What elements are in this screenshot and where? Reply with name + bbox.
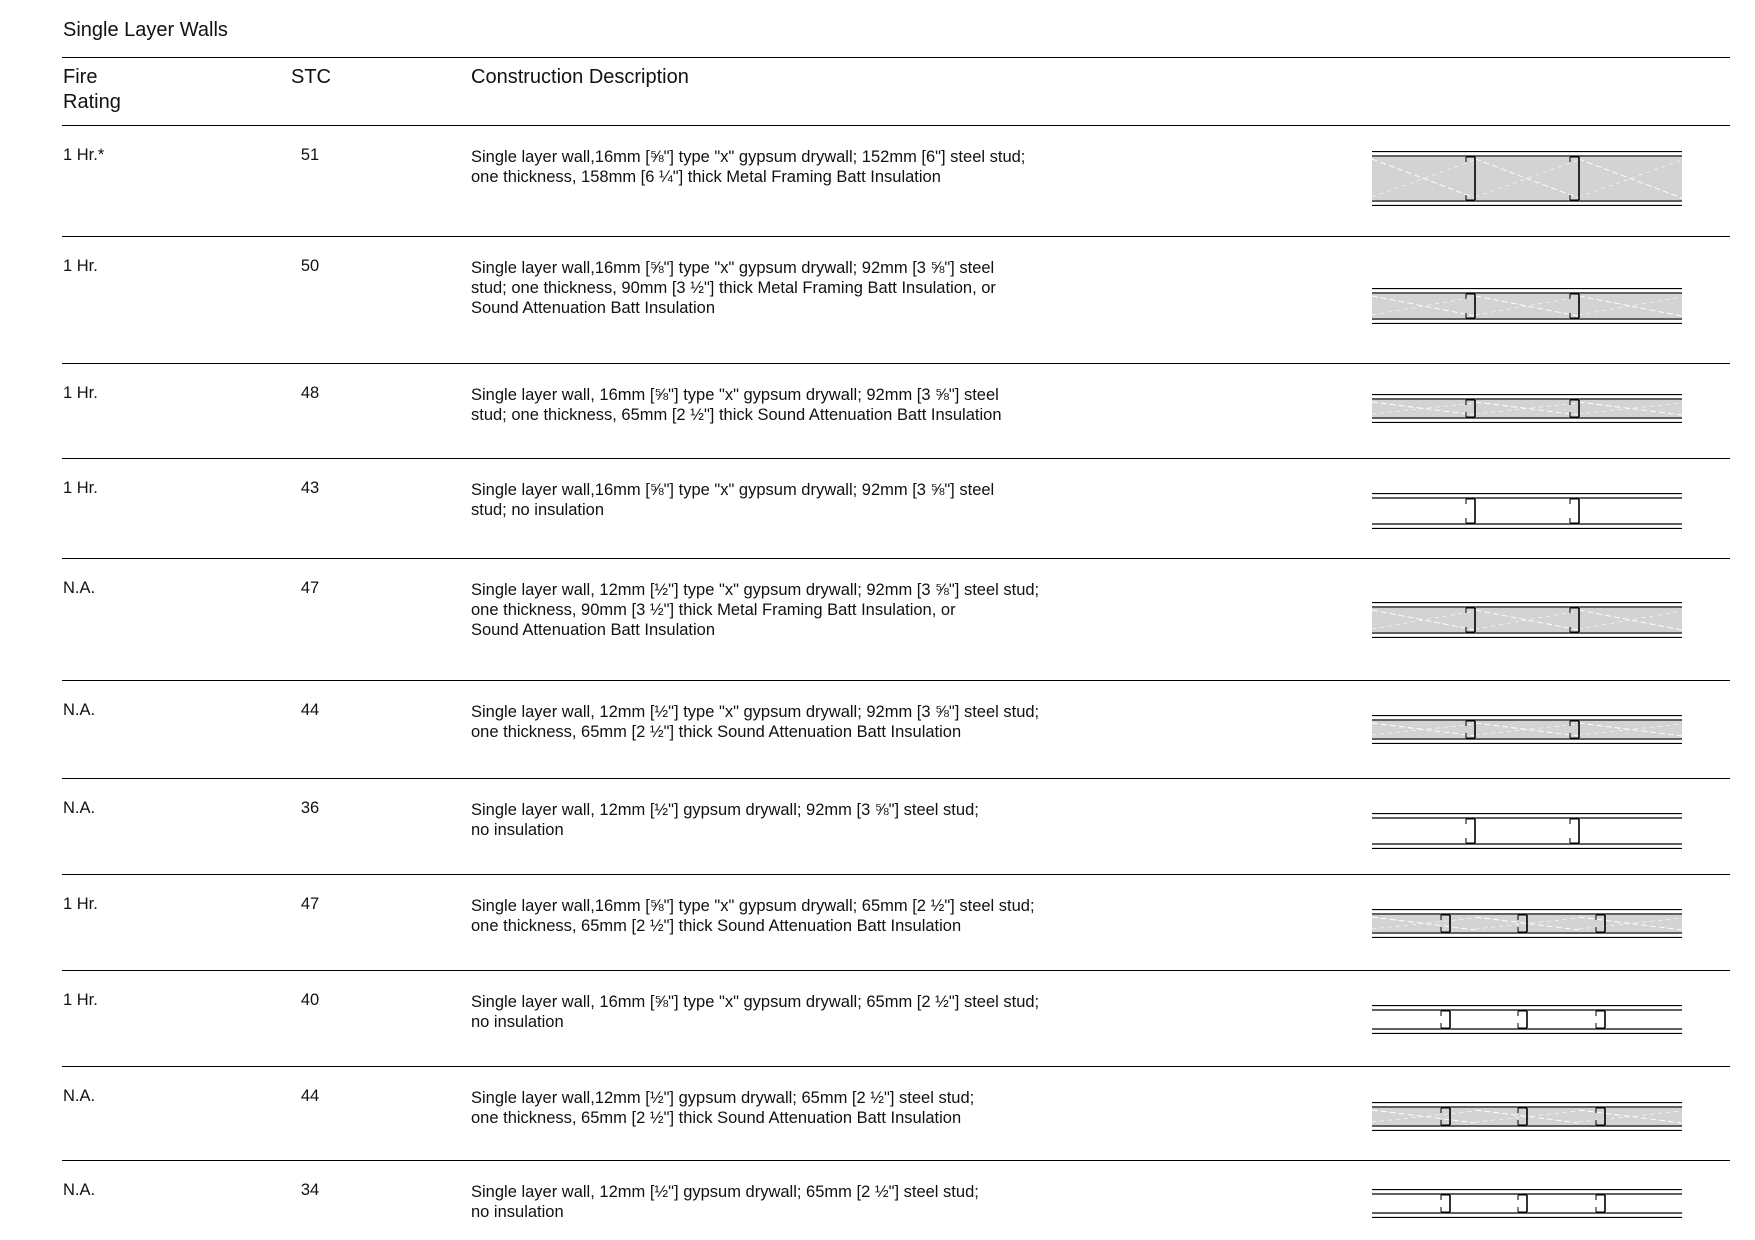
wall-section-diagram [1372,813,1682,849]
wall-section-cell [1372,715,1682,744]
wall-section-cell [1372,1005,1682,1034]
fire-rating-header-line1: Fire [63,66,98,88]
header-top-rule [62,57,1730,58]
fire-rating-cell: N.A. [63,1181,96,1199]
construction-description-cell: Single layer wall,16mm [⅝"] type "x" gypsum drywall; 65mm [2 ½"] steel stud; one thickness, 65mm [2 ½"] thick Sound Attenuation Batt Insulation [471,897,1035,935]
fire-rating-cell: N.A. [63,799,96,817]
insulation-fill [1372,294,1682,318]
construction-description-cell: Single layer wall,16mm [⅝"] type "x" gypsum drywall; 92mm [3 ⅝"] steel stud; no insulation [471,481,995,519]
fire-rating-cell: N.A. [63,701,96,719]
stc-cell: 50 [300,257,320,275]
stc-header: STC [291,66,331,88]
construction-description-cell: Single layer wall, 12mm [½"] gypsum drywall; 65mm [2 ½"] steel stud; no insulation [471,1183,979,1221]
fire-rating-cell: 1 Hr. [63,479,98,497]
wall-section-diagram [1372,602,1682,638]
stc-cell: 44 [300,701,320,719]
wall-section-diagram [1372,288,1682,324]
construction-description-cell: Single layer wall,16mm [⅝"] type "x" gypsum drywall; 92mm [3 ⅝"] steel stud; one thickness, 90mm [3 ½"] thick Metal Framing Batt Insulation, or Sound Attenuation Batt Insulation [471,259,996,317]
steel-stud [1570,819,1579,843]
construction-description-cell: Single layer wall, 12mm [½"] type "x" gypsum drywall; 92mm [3 ⅝"] steel stud; one thickness, 65mm [2 ½"] thick Sound Attenuation Batt Insulation [471,703,1040,741]
steel-stud [1441,1011,1450,1028]
fire-rating-cell: 1 Hr. [63,257,98,275]
stc-cell: 47 [300,579,320,597]
table-row [0,1161,1755,1221]
wall-section-cell [1372,394,1682,423]
stc-cell: 44 [300,1087,320,1105]
construction-description-cell: Single layer wall, 16mm [⅝"] type "x" gypsum drywall; 92mm [3 ⅝"] steel stud; one thickness, 65mm [2 ½"] thick Sound Attenuation Batt Insulation [471,386,1002,424]
construction-description-cell: Single layer wall, 12mm [½"] gypsum drywall; 92mm [3 ⅝"] steel stud; no insulation [471,801,979,839]
wall-section-diagram [1372,493,1682,529]
steel-stud [1570,499,1579,523]
wall-section-diagram [1372,151,1682,206]
table-row [0,1067,1755,1127]
construction-description-cell: Single layer wall,12mm [½"] gypsum drywall; 65mm [2 ½"] steel stud; one thickness, 65mm [2 ½"] thick Sound Attenuation Batt Insulation [471,1089,975,1127]
steel-stud [1466,499,1475,523]
fire-rating-cell: 1 Hr.* [63,146,105,164]
description-header: Construction Description [471,66,689,88]
steel-stud [1596,1011,1605,1028]
stc-cell: 34 [300,1181,320,1199]
table-row [0,237,1755,317]
wall-section-diagram [1372,909,1682,938]
table-row [0,681,1755,741]
construction-description-cell: Single layer wall,16mm [⅝"] type "x" gypsum drywall; 152mm [6"] steel stud; one thickness, 158mm [6 ¼"] thick Metal Framing Batt Insulation [471,148,1026,186]
wall-section-cell [1372,1189,1682,1218]
fire-rating-cell: N.A. [63,1087,96,1105]
table-row [0,779,1755,839]
table-row [0,559,1755,639]
wall-section-diagram [1372,1005,1682,1034]
fire-rating-header-line2: Rating [63,91,121,113]
wall-section-cell [1372,151,1682,206]
wall-section-diagram [1372,715,1682,744]
wall-section-cell [1372,813,1682,849]
steel-stud [1441,1195,1450,1212]
steel-stud [1466,819,1475,843]
stc-cell: 40 [300,991,320,1009]
fire-rating-cell: N.A. [63,579,96,597]
stc-cell: 43 [300,479,320,497]
insulation-fill [1372,608,1682,632]
table-row [0,364,1755,424]
wall-section-diagram [1372,1189,1682,1218]
steel-stud [1596,1195,1605,1212]
wall-section-cell [1372,493,1682,529]
stc-cell: 36 [300,799,320,817]
construction-description-cell: Single layer wall, 12mm [½"] type "x" gypsum drywall; 92mm [3 ⅝"] steel stud; one thickness, 90mm [3 ½"] thick Metal Framing Batt Insulation, or Sound Attenuation Batt Insulation [471,581,1040,639]
fire-rating-cell: 1 Hr. [63,991,98,1009]
wall-section-cell [1372,909,1682,938]
wall-section-cell [1372,602,1682,638]
wall-section-diagram [1372,1102,1682,1131]
table-row [0,459,1755,519]
steel-stud [1518,1011,1527,1028]
wall-section-cell [1372,288,1682,324]
fire-rating-cell: 1 Hr. [63,384,98,402]
wall-section-diagram [1372,394,1682,423]
table-row [0,971,1755,1031]
wall-section-cell [1372,1102,1682,1131]
section-title: Single Layer Walls [63,19,228,41]
fire-rating-header [63,65,121,115]
construction-description-cell: Single layer wall, 16mm [⅝"] type "x" gypsum drywall; 65mm [2 ½"] steel stud; no insulation [471,993,1040,1031]
steel-stud [1518,1195,1527,1212]
stc-cell: 48 [300,384,320,402]
stc-cell: 51 [300,146,320,164]
table-row [0,875,1755,935]
fire-rating-cell: 1 Hr. [63,895,98,913]
stc-cell: 47 [300,895,320,913]
table-row [0,126,1755,186]
